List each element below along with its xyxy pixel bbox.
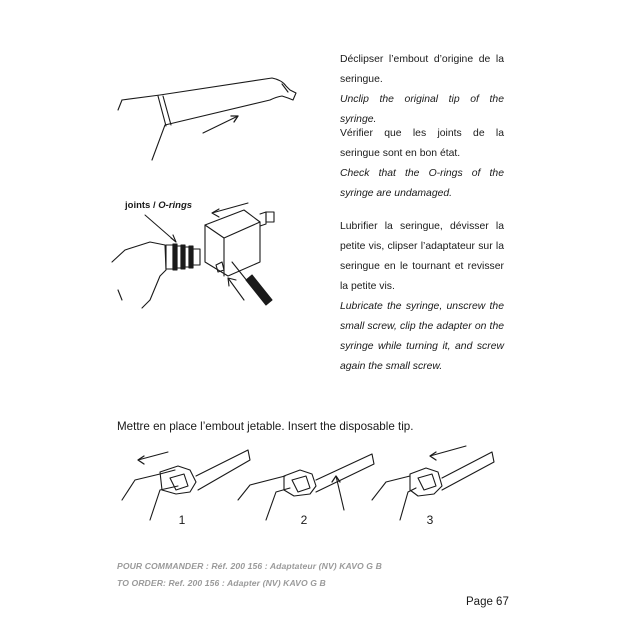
instruction-en: Unclip the original tip of the syringe.: [340, 94, 504, 125]
adapter-illustration: [205, 210, 274, 276]
insert-step-1-illustration: [122, 450, 250, 520]
instruction-en: Check that the O-rings of the syringe are undamaged.: [340, 168, 504, 199]
insert-step-3-illustration: [372, 446, 494, 520]
instruction-en: Lubricate the syringe, unscrew the small screw, clip the adapter on the syringe while turning it, and screw again the small screw.: [340, 301, 504, 372]
insert-step-title: Mettre en place l’embout jetable. Insert the disposable tip.: [117, 420, 414, 433]
arrow-icon: [203, 116, 238, 133]
instruction-check-orings: [340, 124, 504, 204]
order-reference-en: TO ORDER: Ref. 200 156 : Adapter (NV) KAVO G B: [117, 578, 326, 588]
instruction-fr: Déclipser l’embout d’origine de la seringue.: [340, 54, 504, 85]
syringe-orings-illustration: [112, 215, 200, 308]
orings-label-fr: joints /: [125, 200, 159, 211]
instruction-lubricate: [340, 217, 504, 377]
syringe-unclip-illustration: [118, 78, 296, 160]
screwdriver-illustration: [228, 262, 272, 305]
order-reference-fr: POUR COMMANDER : Réf. 200 156 : Adaptateur (NV) KAVO G B: [117, 561, 382, 571]
insert-step-2-illustration: [238, 454, 374, 520]
instruction-fr: Vérifier que les joints de la seringue sont en bon état.: [340, 128, 504, 159]
step-number-1: 1: [178, 513, 186, 527]
orings-label-en: O-rings: [158, 200, 193, 211]
instruction-unclip: [340, 50, 504, 130]
step-number-3: 3: [426, 513, 434, 527]
page-number: Page 67: [466, 596, 509, 608]
instruction-fr: Lubrifier la seringue, dévisser la petite vis, clipser l’adaptateur sur la seringue en le tournant et revisser la petite vis.: [340, 221, 504, 292]
orings-label: [125, 200, 192, 211]
step-number-2: 2: [300, 513, 308, 527]
